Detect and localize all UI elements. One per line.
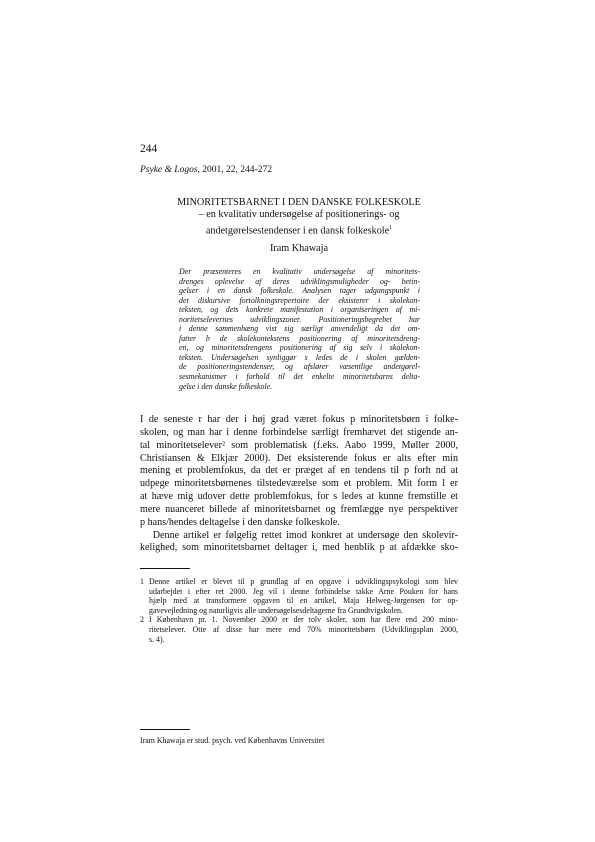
body-line: udpege minoritetsbørnenes tilstedeværelse som et problem. Mit form l er bbox=[140, 478, 458, 490]
abstract-line: i denne sammenhæng vist sig særligt anvendeligt da det om- bbox=[179, 324, 420, 334]
footnote-line: hjælp med at transformere opgaven til en artikel, Maja Helweg-Jørgensen for op- bbox=[149, 596, 458, 606]
body-line: skolen, og man har i denne forbindelse særligt fremhævet det stigende an- bbox=[140, 426, 458, 438]
footnote-separator bbox=[140, 568, 190, 569]
abstract-line: teksten, og dets konkrete manifestation i organiseringen af mi- bbox=[179, 305, 420, 315]
abstract bbox=[179, 267, 420, 391]
footnote-1 bbox=[140, 577, 458, 615]
abstract-line: fatter b de skolekontekstens positionering af minoritetsdreng- bbox=[179, 333, 420, 343]
footnote-line: ritetselever. Otte af disse har mere end 70% minoritetsbørn (Udviklingsplan 2000, bbox=[149, 624, 458, 634]
title-line-1: MINORITETSBARNET I DEN DANSKE FOLKESKOLE bbox=[177, 197, 421, 208]
footnote-line: udarbejdet i efter ret 2000. Jeg vil i denne forbindelse takke Arne Pouken for hans bbox=[149, 586, 458, 596]
body-line: tal minoritetselever² som problematisk (f.eks. Aabo 1999, Møller 2000, bbox=[140, 439, 458, 451]
footnote-line: s. 4). bbox=[149, 634, 165, 644]
author-note: Iram Khawaja er stud. psych. ved Københavns Universitet bbox=[140, 736, 325, 745]
title-footnote-marker: 1 bbox=[389, 224, 393, 231]
body-line: Denne artikel er følgelig rettet imod konkret at undersøge den skolevir- bbox=[140, 529, 458, 541]
abstract-line: de positioneringstendenser, og afslører væsentlige andetgørel- bbox=[179, 362, 420, 372]
journal-reference bbox=[140, 165, 272, 175]
page-number: 244 bbox=[140, 143, 158, 155]
journal-details: , 2001, 22, 244-272 bbox=[197, 165, 272, 175]
footnote-number: 1 bbox=[140, 577, 144, 586]
body-line: Christiansen & Elkjær 2000). Det eksisterende fokus er alts efter min bbox=[140, 452, 458, 464]
abstract-line: en, og minoritetsdrengens positionering af sig selv i skolekon- bbox=[179, 343, 420, 353]
footnote-line: Denne artikel er blevet til p grundlag af en opgave i udviklingspsykologi som blev bbox=[149, 577, 458, 586]
body-line: kelighed, som minoritetsbarnet deltager i, med henblik p at afdække sko- bbox=[140, 542, 458, 554]
body-line: at hæve mig udover dette problemfokus, for s ledes at kunne fremstille et bbox=[140, 491, 458, 503]
body-line: mere nuanceret billede af minoritetsbarnet og fremlægge nye perspektiver bbox=[140, 503, 458, 515]
footnote-line: I København pr. 1. November 2000 er der tolv skoler, som har flere end 200 mino- bbox=[149, 615, 458, 625]
title-line-3-text: andetgørelsestendenser i en dansk folkeskole bbox=[205, 225, 390, 237]
abstract-line: teksten. Undersøgelsen synliggør s ledes de i skolen gælden- bbox=[179, 352, 420, 362]
title-line-2: – en kvalitativ undersøgelse af positionerings- og bbox=[198, 209, 400, 221]
author-name: Iram Khawaja bbox=[270, 243, 328, 254]
footnote-number: 2 bbox=[140, 615, 144, 625]
body-line: p hans/hendes deltagelse i den danske folkeskole. bbox=[140, 516, 340, 528]
title-line-3 bbox=[140, 222, 458, 238]
body-line: mening et problemfokus, da det er præget af en tendens til p forh nd at bbox=[140, 465, 458, 477]
journal-name: Psyke & Logos bbox=[140, 165, 198, 175]
abstract-line: noritetselevernes udviklingszoner. Positioneringsbegrebet har bbox=[179, 314, 420, 324]
footnote-2 bbox=[140, 615, 458, 644]
abstract-line: drenges oplevelse af deres udviklingsmuligheder og- betin- bbox=[179, 276, 420, 286]
abstract-line: gelser i en dansk folkeskole. Analysen tager udgangspunkt i bbox=[179, 286, 420, 296]
body-text bbox=[140, 414, 458, 555]
author-note-separator bbox=[140, 729, 190, 730]
article-title bbox=[140, 197, 458, 238]
footnotes bbox=[140, 577, 458, 644]
abstract-line: det diskursive fortolkningsrepertoire der eksisterer i skolekon- bbox=[179, 295, 420, 305]
abstract-line: Der præsenteres en kvalitativ undersøgelse af minoritets- bbox=[179, 267, 420, 276]
abstract-line: sesmekanismer i forhold til det enkelte minoritetsbarns delta- bbox=[179, 372, 420, 382]
footnote-line: gavevejledning og naturligvis alle undersøgelsesdeltagerne fra Grundtvigskolen. bbox=[149, 605, 403, 615]
body-line: I de seneste r har der i høj grad været fokus p minoritetsbørn i folke- bbox=[140, 414, 458, 425]
abstract-line: gelse i den danske folkeskole. bbox=[179, 381, 273, 391]
